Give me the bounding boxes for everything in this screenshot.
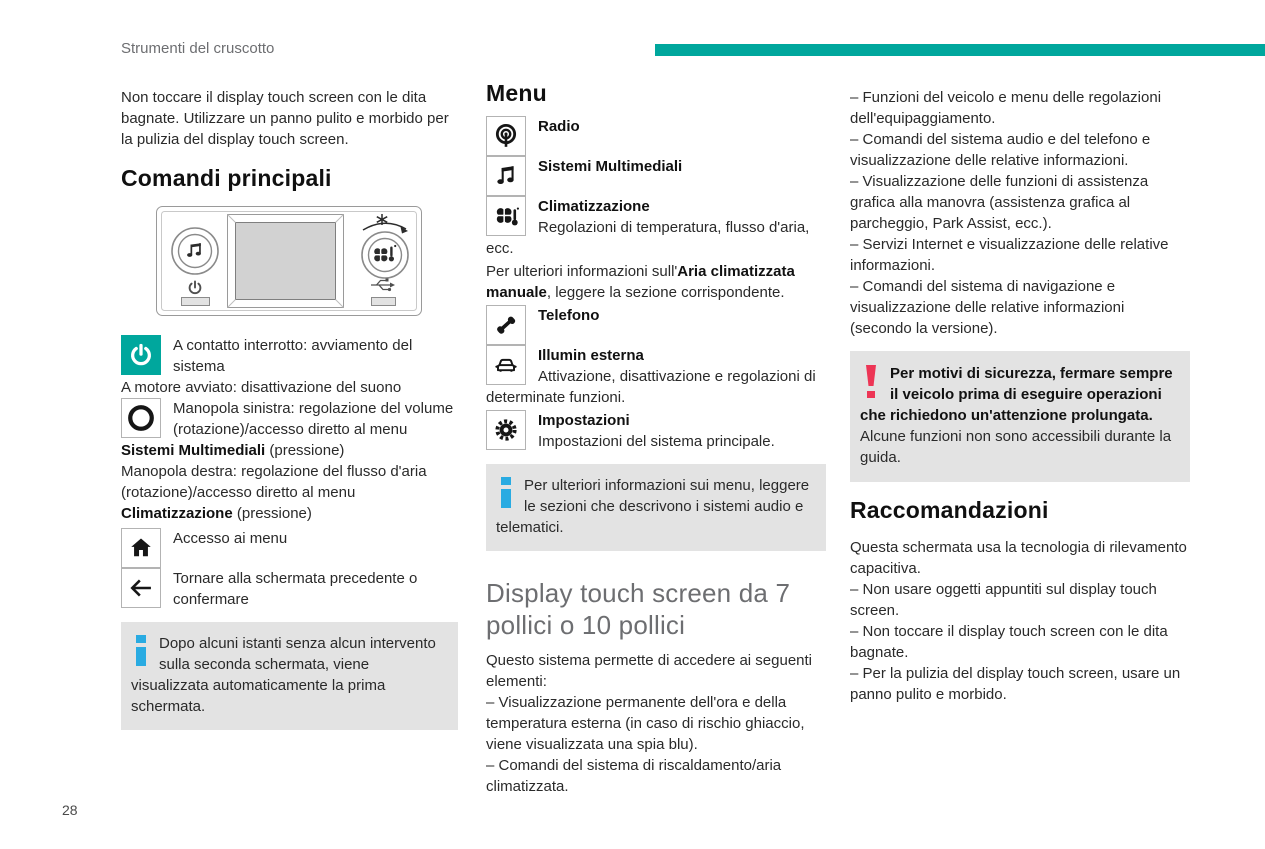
info-note-box [121,622,458,730]
page-header: Strumenti del cruscotto [121,40,275,57]
home-icon [121,528,161,568]
menu-item-label: Sistemi Multimediali [538,158,683,175]
info-note-box [486,464,826,551]
page-number: 28 [62,802,78,818]
reco-item: – Per la pulizia del display touch screen, usare un panno pulito e morbido. [850,665,1181,703]
section-heading-menu: Menu [486,80,547,106]
display-item: – Comandi del sistema di riscaldamento/aria climatizzata. [486,757,782,795]
warning-box [850,351,1190,482]
menu-item-settings [486,410,826,452]
menu-item-label: Impostazioni Impostazioni del sistema principale. [538,412,775,450]
knob-left-caption: Manopola sinistra: regolazione del volume (rotazione)/accesso diretto al menu Sistemi Multimediali (pressione) [121,400,454,459]
fan-icon [486,196,526,236]
warning-icon [866,365,876,398]
menu-item-multimedia [486,156,826,177]
menu-item-label: Illumin esterna Attivazione, disattivazione e regolazioni di determinate funzioni. [486,347,816,406]
back-caption: Tornare alla schermata precedente o confermare [173,570,418,608]
radio-icon [486,116,526,156]
display-item: – Funzioni del veicolo e menu delle regolazioni dell'equipaggiamento. [850,89,1162,127]
clima-note: Per ulteriori informazioni sull'Aria climatizzata manuale, leggere la sezione corrispondente. [486,263,795,301]
display-item: – Visualizzazione delle funzioni di assistenza grafica alla manovra (assistenza grafica al parcheggio, Park Assist, ecc.). [850,173,1149,232]
display-item: – Servizi Internet e visualizzazione delle relative informazioni. [850,236,1169,274]
display-item: – Visualizzazione permanente dell'ora e della temperatura esterna (in caso di rischio ghiaccio, viene visualizzata una spia blu). [486,694,805,753]
knob-row [121,398,458,461]
section-heading-raccomandazioni: Raccomandazioni [850,497,1049,523]
knob-right-caption: Manopola destra: regolazione del flusso d'aria (rotazione)/accesso diretto al menu Climatizzazione (pressione) [121,463,427,522]
knob-icon [121,398,161,438]
display-intro: Questo sistema permette di accedere ai seguenti elementi: [486,652,813,690]
phone-icon [486,305,526,345]
reco-intro: Questa schermata usa la tecnologia di rilevamento capacitiva. [850,539,1187,577]
music-note-icon [486,156,526,196]
engine-caption: A motore avviato: disattivazione del suono [121,379,402,396]
menu-item-label: Telefono [538,307,600,324]
warning-text: Per motivi di sicurezza, fermare sempre il veicolo prima di eseguire operazioni che richiedono un'attenzione prolungata. Alcune funzioni non sono accessibili durante la guida. [860,365,1173,466]
menu-item-label: Climatizzazione Regolazioni di temperatura, flusso d'aria, ecc. [486,198,810,257]
reco-item: – Non toccare il display touch screen con le dita bagnate. [850,623,1168,661]
info-icon [136,635,146,666]
accent-bar [655,44,1265,56]
display-item: – Comandi del sistema di navigazione e visualizzazione delle relative informazioni (secondo la versione). [850,278,1125,337]
info-note-text: Dopo alcuni istanti senza alcun intervento sulla seconda schermata, viene visualizzata automaticamente la prima schermata. [131,635,436,715]
right-column [850,87,1190,705]
back-arrow-icon [121,568,161,608]
menu-item-label: Radio [538,118,580,135]
gear-icon [486,410,526,450]
home-caption: Accesso ai menu [173,530,288,547]
menu-item-phone [486,305,826,326]
middle-column [486,80,826,797]
info-icon [501,477,511,508]
left-column [121,87,458,730]
info-note-text: Per ulteriori informazioni sui menu, leggere le sezioni che descrivono i sistemi audio e telematici. [496,477,810,536]
head-unit-illustration [155,205,458,323]
intro-paragraph: Non toccare il display touch screen con le dita bagnate. Utilizzare un panno pulito e morbido per la pulizia del display touch screen. [121,89,449,148]
home-row [121,528,458,549]
menu-item-lighting [486,345,826,408]
power-icon [121,335,161,375]
menu-item-clima [486,196,826,259]
display-item: – Comandi del sistema audio e del telefono e visualizzazione delle relative informazioni. [850,131,1151,169]
power-row [121,335,458,377]
car-icon [486,345,526,385]
section-heading-display: Display touch screen da 7 pollici o 10 pollici [486,578,791,640]
power-caption: A contatto interrotto: avviamento del sistema [173,337,413,375]
menu-item-radio [486,116,826,137]
reco-item: – Non usare oggetti appuntiti sul display touch screen. [850,581,1157,619]
section-heading-comandi: Comandi principali [121,165,332,191]
back-row [121,568,458,610]
